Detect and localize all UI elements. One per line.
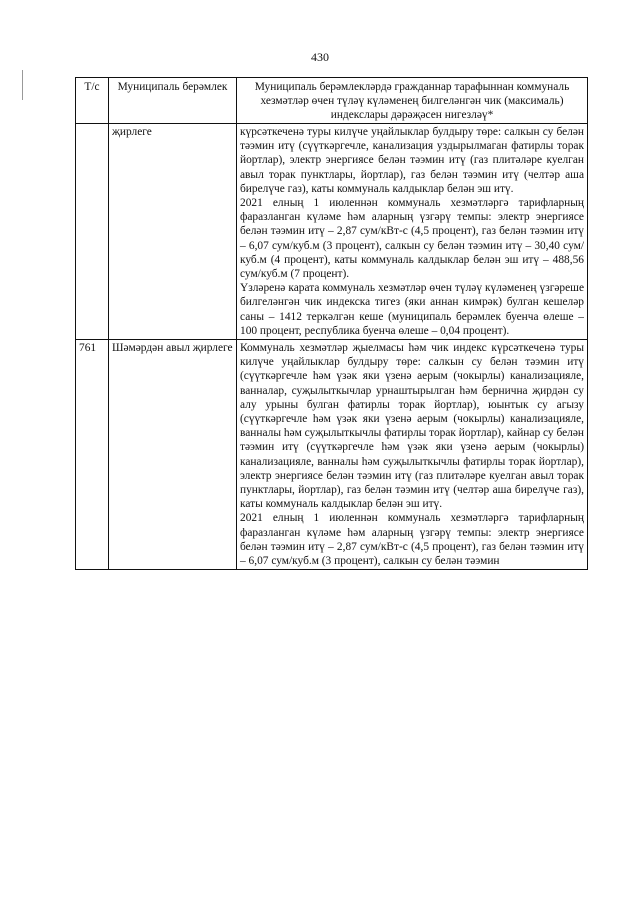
page-number: 430 [311, 50, 329, 64]
header-municipality: Муниципаль берәмлек [109, 78, 237, 124]
paragraph: 2021 елның 1 июленнән коммуналь хезмәтләргә тарифларның фаразланган күләме һәм аларның үзгәрү темпы: электр энергиясе белән тәэмин итү – 2,87 сум/кВт-с (4,5 процент), газ белән тәэмин итү – 6,07 сум/куб.м (3 процент), салкын су белән тәэмин [240, 512, 584, 568]
paragraph: Коммуналь хезмәтләр җыелмасы һәм чик индекс күрсәткеченә туры килүче уңайлыклар булдыру төре: салкын су белән тәэмин итү (сүүткәргечле һәм үзәк яки үзенә аерым (чокырлы) канализацияле, ванналар, суҗылыткычлар урнаштырылган һәм бернична җирдән су алу урыны булган фатирлы торак йортлар), юынтык су агызу (сүүткәргечле һәм үзәк яки үзенә аерым (чокырлы) канализацияле, ванналы һәм суҗылыткычлы фатирлы торак йортлар), кайнар су белән тәэмин итү (сүүткәргечле һәм үзәк яки үзенә аерым (чокырлы) канализацияле, ванналы һәм суҗылыткычлы фатирлы торак йортлар), электр энергиясе белән тәэмин итү (газ плитәләре куелган авыл торак пунктлары, йортлар), газ белән тәэмин итү (челтәр аша бирелүче газ), каты коммуналь калдыклар белән эш итү. [240, 342, 584, 511]
table-row [76, 340, 588, 570]
row-number: 761 [76, 340, 109, 570]
row-justification [237, 340, 588, 570]
row-number [76, 124, 109, 340]
header-justification: Муниципаль берәмлекләрдә гражданнар тарафыннан коммуналь хезмәтләр өчен түләү күләменең билгеләнгән чик (максималь) индекслары дәрәҗәсен нигезләү* [237, 78, 588, 124]
header-number: Т/с [76, 78, 109, 124]
paragraph: 2021 елның 1 июленнән коммуналь хезмәтләргә тарифларның фаразланган күләме һәм аларның үзгәрү темпы: электр энергиясе белән тәэмин итү – 2,87 сум/кВт-с (4,5 процент), газ белән тәэмин итү – 6,07 сум/куб.м (3 процент), салкын су белән тәэмин итү – 30,40 сум/куб.м (4 процент), каты коммуналь калдыклар белән эш итү – 488,56 сум/куб.м (7 процент). [240, 197, 584, 281]
row-justification [237, 124, 588, 340]
row-municipality: Шәмәрдән авыл җирлеге [109, 340, 237, 570]
scan-margin-mark [22, 70, 23, 100]
table-row [76, 124, 588, 340]
row-municipality: җирлеге [109, 124, 237, 340]
paragraph: Үзләренә карата коммуналь хезмәтләр өчен түләү күләменең үзгәреше билгеләнгән чик индекска тигез (яки аннан кимрәк) булган кешеләр саны – 1412 теркәлгән кеше (муниципаль берәмлек буенча өлеше – 100 процент, республика буенча өлеше – 0,04 процент). [240, 282, 584, 337]
table-header-row [76, 78, 588, 124]
paragraph: күрсәткеченә туры килүче уңайлыклар булдыру төре: салкын су белән тәэмин итү (сүүткәргечле, канализация уздырылмаган фатирлы торак йортлар), электр энергиясе белән тәэмин итү (газ плитәләре куелган авыл торак пунктлары, йортлар), газ белән тәэмин итү (челтәр аша бирелүче газ), каты коммуналь калдыклар белән эш итү. [240, 126, 584, 195]
tariff-index-table [75, 77, 588, 570]
